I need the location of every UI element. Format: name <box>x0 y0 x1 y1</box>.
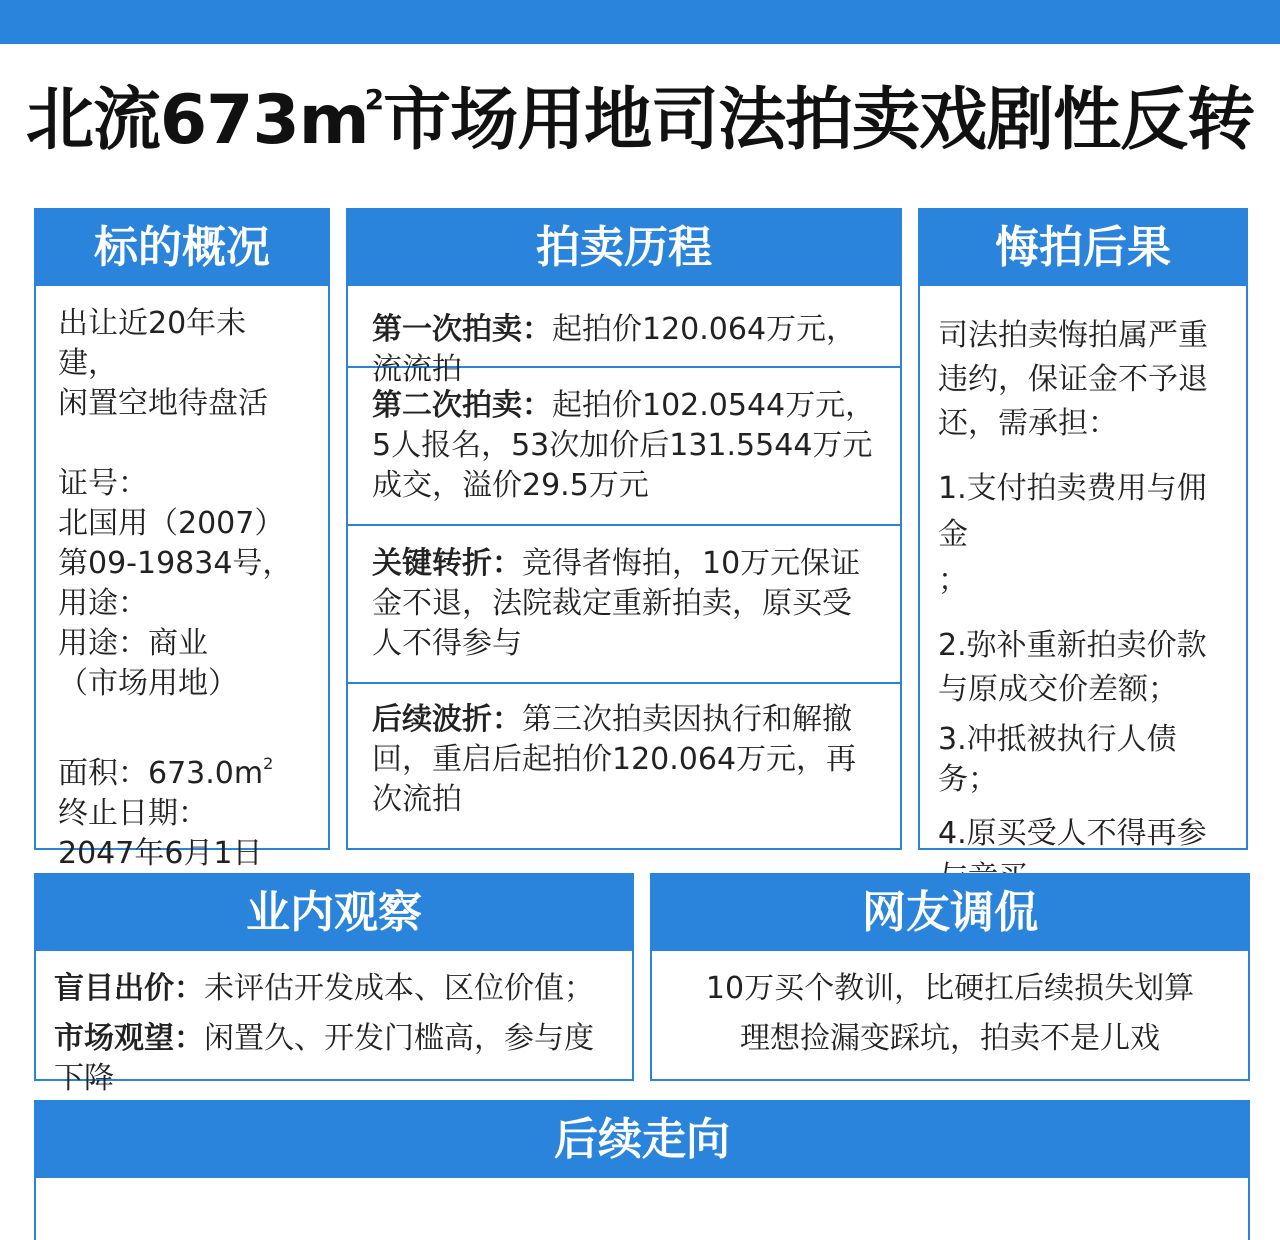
industry-heading: 业内观察 <box>36 875 632 951</box>
overview-area: 面积：$673.0m^2$ <box>58 754 274 791</box>
industry-row: 盲目出价：未评估开发成本、区位价值； <box>54 971 594 1006</box>
consequence-item: 3.冲抵被执行人债务； <box>938 722 1177 797</box>
history-step: 后续波折：第三次拍卖因执行和解撤回，重启后起拍价120.064万元，再次流拍 <box>372 702 857 817</box>
consequences-intro: 司法拍卖悔拍属严重违约，保证金不予退还，需承担： <box>938 318 1208 441</box>
overview-heading: 标的概况 <box>36 210 328 286</box>
history-step: 第二次拍卖：起拍价102.0544万元，5人报名，53次加价后131.5544万元成交，溢价29.5万元 <box>348 368 900 526</box>
history-card <box>346 208 902 850</box>
netizens-heading: 网友调侃 <box>652 875 1248 951</box>
netizen-comment: 10万买个教训，比硬扛后续损失划算 <box>705 971 1195 1006</box>
top-banner <box>0 0 1280 44</box>
followup-card <box>34 1100 1250 1240</box>
netizen-comment: 理想捡漏变踩坑，拍卖不是儿戏 <box>740 1021 1160 1056</box>
history-heading: 拍卖历程 <box>348 210 900 286</box>
overview-card <box>34 208 330 871</box>
history-step: 关键转折：竞得者悔拍，10万元保证金不退，法院裁定重新拍卖，原买受人不得参与 <box>348 526 900 684</box>
netizens-card <box>650 873 1250 1081</box>
consequence-item: 1.支付拍卖费用与佣金 ； <box>938 471 1207 598</box>
history-step: 第一次拍卖：起拍价120.064万元，流流拍 <box>348 286 900 368</box>
industry-row: 市场观望：闲置久、开发门槛高，参与度下降 <box>54 1021 594 1096</box>
industry-card <box>34 873 634 1096</box>
page-title: 北流$673m^2$市场用地司法拍卖戏剧性反转 <box>25 81 1255 160</box>
consequences-heading: 悔拍后果 <box>920 210 1246 286</box>
overview-certificate: 证号： 北国用（2007） 第09-19834号， 用途： 用途：商业 （市场用地） <box>58 466 293 701</box>
overview-end-date: 终止日期： 2047年6月1日 <box>58 796 263 871</box>
consequence-item: 2.弥补重新拍卖价款与原成交价差额； <box>938 628 1207 707</box>
followup-heading: 后续走向 <box>36 1102 1248 1178</box>
consequence-item: 4.原买受人不得再参 <box>938 816 1207 851</box>
consequences-card <box>918 208 1248 850</box>
overview-status: 出让近20年未建， 闲置空地待盘活 <box>58 306 268 421</box>
